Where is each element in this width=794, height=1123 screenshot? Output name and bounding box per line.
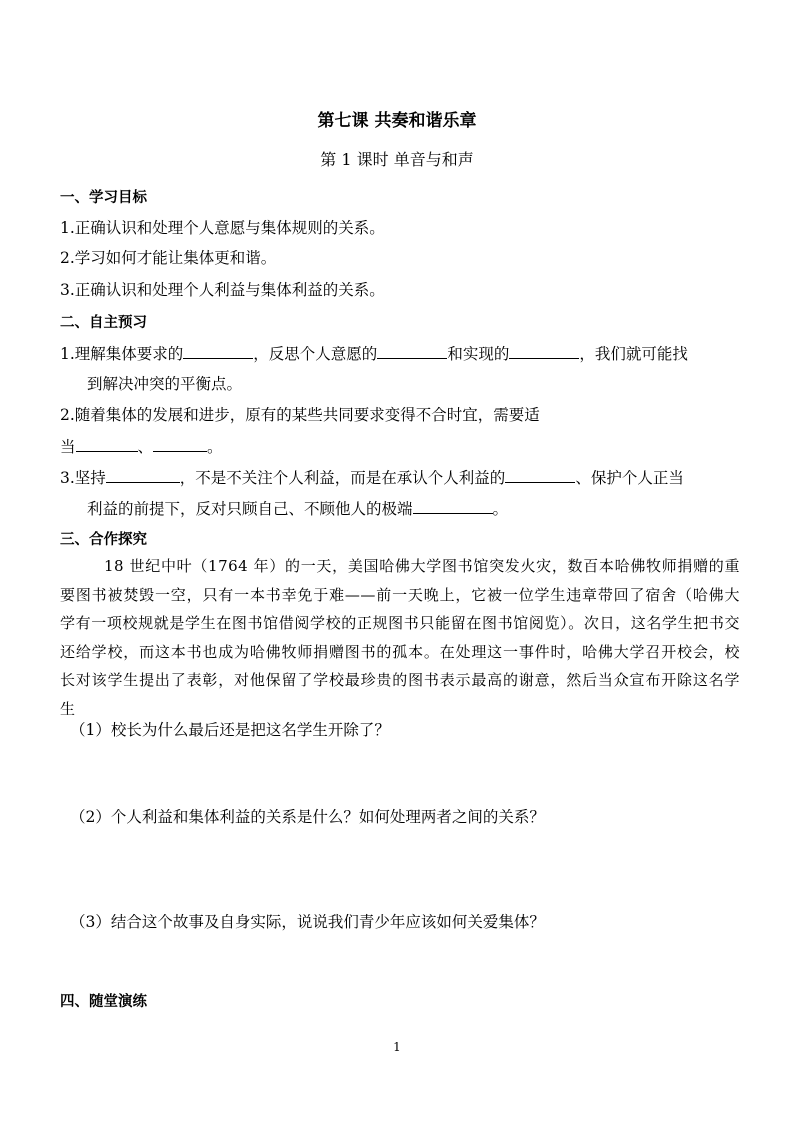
fill-blank[interactable] — [106, 467, 180, 483]
fill-blank[interactable] — [505, 467, 575, 483]
preview-question-2: 2.随着集体的发展和进步，原有的某些共同要求变得不合时宜，需要适 — [60, 406, 540, 424]
preview-question-3 — [60, 467, 684, 488]
fill-blank[interactable] — [153, 436, 207, 452]
lesson-title: 第七课 共奏和谐乐章 — [317, 111, 477, 131]
preview-question-3-cont — [87, 498, 508, 519]
question-text: 。 — [492, 500, 509, 518]
page-number: 1 — [393, 1040, 401, 1054]
objective-item: 3.正确认识和处理个人利益与集体利益的关系。 — [60, 281, 385, 299]
fill-blank[interactable] — [183, 343, 253, 359]
fill-blank[interactable] — [76, 436, 138, 452]
preview-question-2-cont — [60, 436, 223, 457]
question-text: 3.坚持 — [60, 469, 106, 487]
section-heading-preview: 二、自主预习 — [60, 314, 147, 331]
fill-blank[interactable] — [377, 343, 447, 359]
question-text: ，不是不关注个人利益，而是在承认个人利益的 — [179, 469, 506, 487]
story-passage: 18 世纪中叶（1764 年）的一天，美国哈佛大学图书馆突发火灾，数百本哈佛牧师捐赠的重要图书被焚毁一空，只有一本书幸免于难——前一天晚上，它被一位学生违章带回了宿舍（哈佛大学有一项校规就是学生在图书馆借阅学校的正规图书只能留在图书馆阅览）。次日，这名学生把书交还给学校，而这本书也成为哈佛牧师捐赠图书的孤本。在处理这一事件时，哈佛大学召开校会，校长对该学生提出了表彰，对他保留了学校最珍贵的图书表示最高的谢意，然后当众宣布开除这名学生 — [60, 557, 740, 718]
section-heading-inquiry: 三、合作探究 — [60, 531, 147, 548]
inquiry-question-1: （1）校长为什么最后还是把这名学生开除了？ — [70, 721, 390, 739]
inquiry-question-3: （3）结合这个故事及自身实际，说说我们青少年应该如何关爱集体？ — [70, 913, 545, 931]
lesson-subtitle: 第 1 课时 单音与和声 — [320, 150, 474, 169]
question-text: 。 — [207, 438, 223, 456]
fill-blank[interactable] — [509, 343, 579, 359]
question-text: 、 — [137, 438, 154, 456]
preview-question-1 — [60, 343, 688, 364]
question-text: ，反思个人意愿的 — [253, 345, 378, 363]
question-text: ，我们就可能找 — [579, 345, 688, 363]
question-text: 和实现的 — [447, 345, 510, 363]
question-text: 当 — [60, 438, 76, 456]
inquiry-question-2: （2）个人利益和集体利益的关系是什么？如何处理两者之间的关系？ — [70, 808, 545, 826]
question-text: 、保护个人正当 — [575, 469, 684, 487]
objective-item: 2.学习如何才能让集体更和谐。 — [60, 249, 277, 267]
objective-item: 1.正确认识和处理个人意愿与集体规则的关系。 — [60, 219, 385, 237]
fill-blank[interactable] — [413, 498, 493, 514]
section-heading-objectives: 一、学习目标 — [60, 189, 147, 206]
section-heading-practice: 四、随堂演练 — [60, 993, 147, 1010]
preview-question-1-cont: 到解决冲突的平衡点。 — [87, 375, 243, 393]
question-text: 1.理解集体要求的 — [60, 345, 184, 363]
question-text: 利益的前提下，反对只顾自己、不顾他人的极端 — [87, 500, 413, 518]
